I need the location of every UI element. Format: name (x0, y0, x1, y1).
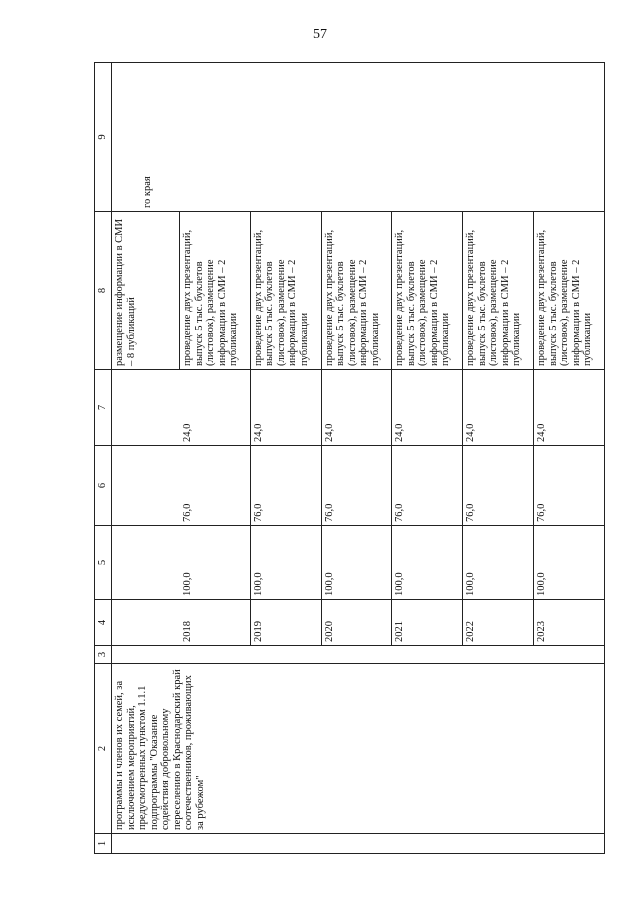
header-cell-3: 3 (95, 646, 112, 664)
year-cell: 2023 (534, 600, 605, 646)
value-col6: 76,0 (180, 446, 251, 526)
result-text: проведение двух презентаций, выпуск 5 тыс. буклетов (листовок), размещение информации в СМИ – 2 публикации (180, 212, 251, 370)
header-row (95, 63, 112, 854)
total-value: 100,0 (463, 526, 534, 600)
total-value: 100,0 (321, 526, 392, 600)
value-col6: 76,0 (534, 446, 605, 526)
result-text: проведение двух презентаций, выпуск 5 тыс. буклетов (листовок), размещение информации в СМИ – 2 публикации (321, 212, 392, 370)
col1-cell (112, 834, 605, 854)
value-col7: 24,0 (321, 370, 392, 446)
value-col6: 76,0 (463, 446, 534, 526)
program-table (94, 62, 605, 854)
col6-cell-empty (112, 446, 180, 526)
page-number: 57 (313, 27, 327, 42)
value-col6: 76,0 (392, 446, 463, 526)
total-value: 100,0 (392, 526, 463, 600)
year-cell: 2020 (321, 600, 392, 646)
responsible-executor (112, 63, 605, 212)
header-cell-5: 5 (95, 526, 112, 600)
value-col6: 76,0 (321, 446, 392, 526)
value-col7: 24,0 (463, 370, 534, 446)
result-text: проведение двух презентаций, выпуск 5 тыс. буклетов (листовок), размещение информации в СМИ – 2 публикации (250, 212, 321, 370)
header-cell-2: 2 (95, 664, 112, 834)
total-value: 100,0 (250, 526, 321, 600)
year-cell-empty (112, 600, 180, 646)
total-value: 100,0 (534, 526, 605, 600)
year-cell: 2018 (180, 600, 251, 646)
col5-cell-empty (112, 526, 180, 600)
col9-text: го края (142, 176, 153, 208)
header-cell-6: 6 (95, 446, 112, 526)
rotated-table-container (94, 63, 605, 854)
value-col7: 24,0 (392, 370, 463, 446)
header-cell-8: 8 (95, 212, 112, 370)
col8-first-text: размещение информации в СМИ – 8 публикаций (112, 212, 180, 370)
value-col7: 24,0 (180, 370, 251, 446)
header-cell-7: 7 (95, 370, 112, 446)
year-cell: 2022 (463, 600, 534, 646)
col7-cell-empty (112, 370, 180, 446)
rotated-table-sheet (94, 63, 605, 854)
year-cell: 2019 (250, 600, 321, 646)
header-cell-1: 1 (95, 834, 112, 854)
result-text: проведение двух презентаций, выпуск 5 тыс. буклетов (листовок), размещение информации в СМИ – 2 публикации (463, 212, 534, 370)
value-col6: 76,0 (250, 446, 321, 526)
header-cell-9: 9 (95, 63, 112, 212)
table-row-continued (112, 63, 180, 854)
result-text: проведение двух презентаций, выпуск 5 тыс. буклетов (листовок), размещение информации в СМИ – 2 публикации (534, 212, 605, 370)
value-col7: 24,0 (250, 370, 321, 446)
col3-cell (112, 646, 605, 664)
measure-description: программы и членов их семей, за исключением мероприятий, предусмотренных пунктом 1.1.1 подпрограммы "Оказание содействия добровольному переселению в Краснодарский край соотечественников, проживающих за рубежом" (112, 664, 605, 834)
value-col7: 24,0 (534, 370, 605, 446)
year-cell: 2021 (392, 600, 463, 646)
header-cell-4: 4 (95, 600, 112, 646)
total-value: 100,0 (180, 526, 251, 600)
result-text: проведение двух презентаций, выпуск 5 тыс. буклетов (листовок), размещение информации в СМИ – 2 публикации (392, 212, 463, 370)
